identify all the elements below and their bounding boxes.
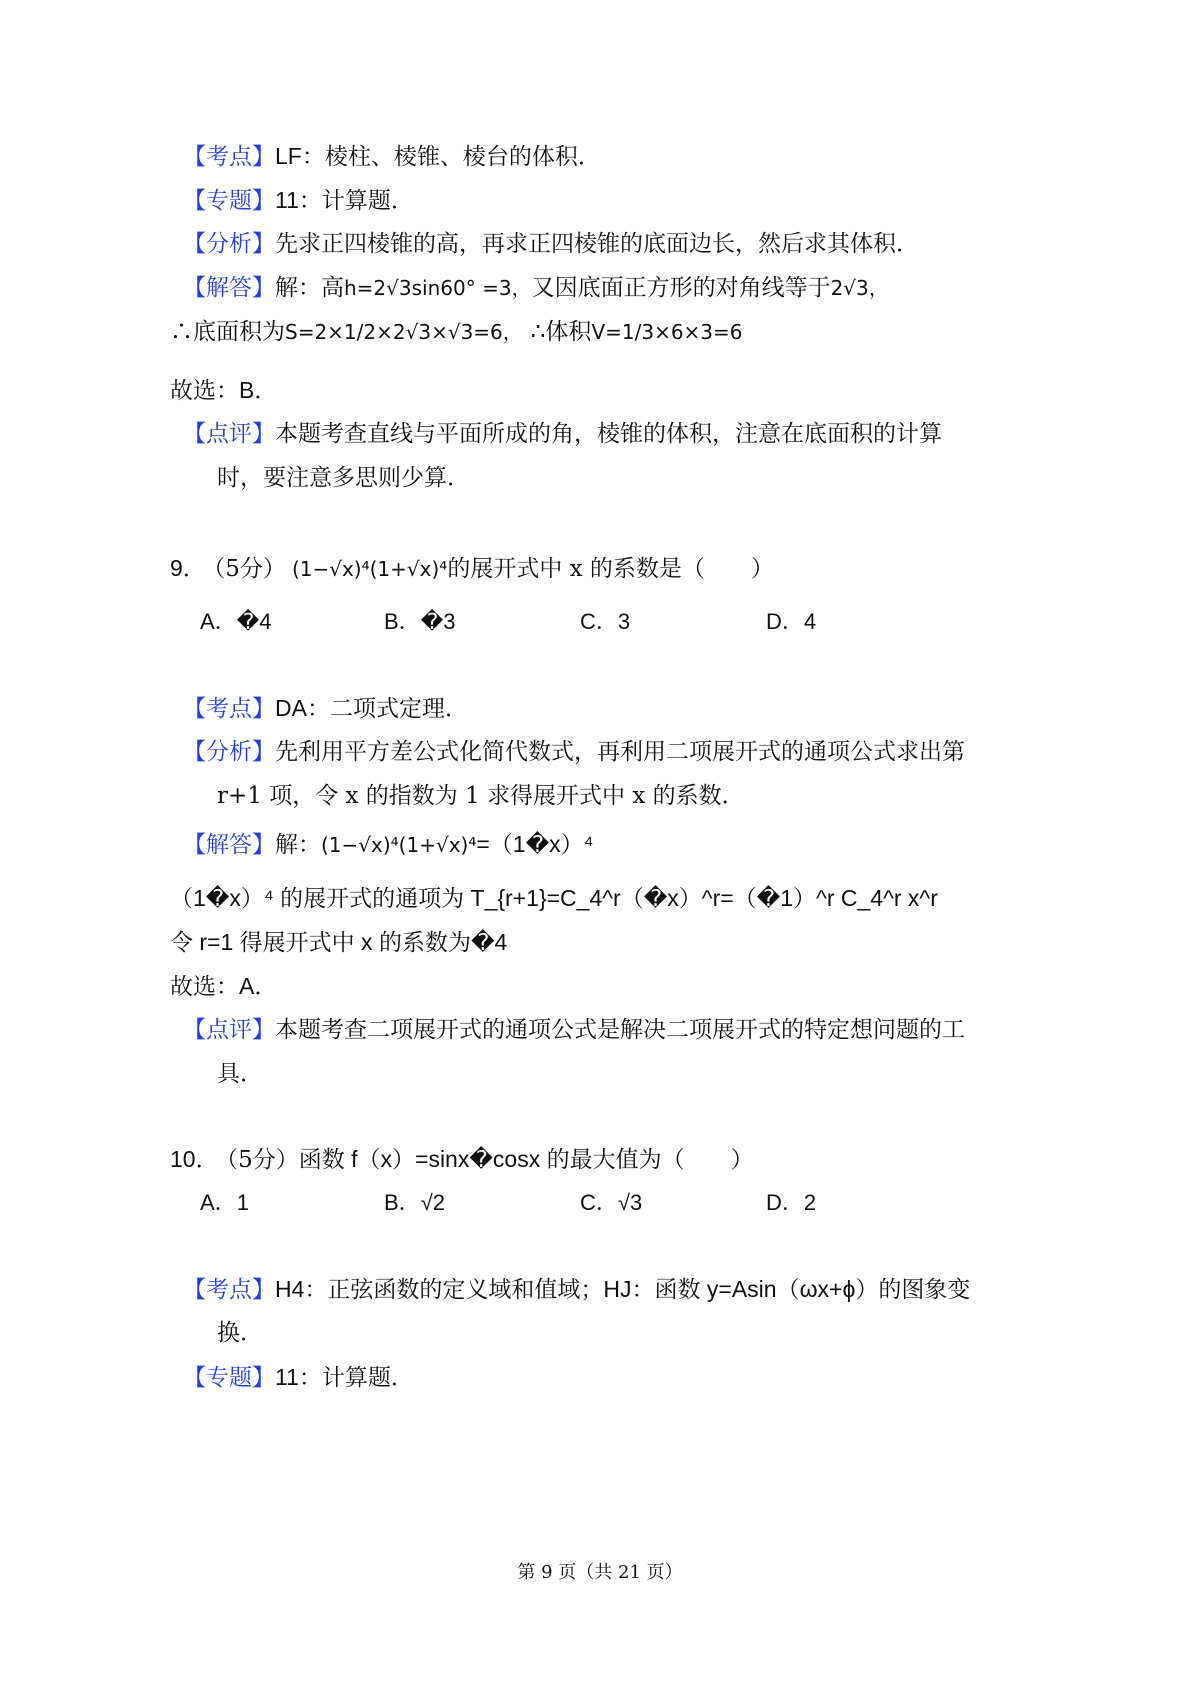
- q8-vol-math: V=1/3×6×3=6: [591, 320, 743, 344]
- q8-area-math: S=2×1/2×2√3×√3=6，: [285, 320, 523, 344]
- q9-option-b-label: B．: [384, 609, 421, 634]
- q8-zhuanti-line: [183, 184, 414, 217]
- q8-jieda-math1: h=2√3sin60° =3，: [344, 276, 532, 300]
- kaodian-tag: 【考点】: [183, 1277, 275, 1303]
- q9-stem: [170, 552, 774, 585]
- q9-choice: [170, 970, 277, 1002]
- page-number: 第 9 页（共 21 页）: [517, 1562, 683, 1583]
- q9-choice-text: 故选：A．: [170, 973, 278, 999]
- q9-option-a-label: A．: [200, 609, 237, 634]
- q9-dianping-line-2: [217, 1058, 263, 1090]
- dianping-tag: 【点评】: [183, 421, 275, 447]
- q9-fenxi-text-1: 先利用平方差公式化简代数式，再利用二项展开式的通项公式求出第: [275, 739, 965, 765]
- q10-option-a-label: A．: [200, 1190, 237, 1215]
- q9-option-b-value: �3: [420, 609, 456, 634]
- q8-jieda-mid: 又因底面正方形的对角线等于: [531, 275, 831, 301]
- q8-vol-prefix: ∴体积: [530, 319, 592, 345]
- q9-dianping-line: [183, 1014, 965, 1046]
- q10-kaodian-line: [183, 1273, 970, 1306]
- q9-expr: (1−√x)⁴(1+√x)⁴: [291, 557, 448, 581]
- q9-dianping-text-1: 本题考查二项展开式的通项公式是解决二项展开式的特定想问题的工: [275, 1017, 965, 1043]
- q8-zhuanti-text: 11：计算题．: [275, 187, 414, 213]
- q8-kaodian-line: [183, 140, 601, 173]
- q9-term-text: （1�x）⁴ 的展开式的通项为 T_{r+1}=C_4^r（�x）^r=（�1）^r C_4^r x^r: [170, 885, 938, 911]
- q9-option-d-label: D．: [766, 609, 804, 634]
- q10-option-d-label: D．: [766, 1190, 804, 1215]
- kaodian-tag: 【考点】: [183, 696, 275, 722]
- q9-option-d: [766, 606, 816, 638]
- q10-zhuanti-text: 11：计算题．: [275, 1364, 414, 1390]
- q10-kaodian-text-2: 换．: [217, 1320, 263, 1346]
- q8-jieda-line: [183, 272, 889, 304]
- q8-dianping-text-1: 本题考查直线与平面所成的角，棱锥的体积，注意在底面积的计算: [275, 421, 942, 447]
- q9-stem-text: 的展开式中 x 的系数是（ ）: [447, 556, 774, 582]
- fenxi-tag: 【分析】: [183, 231, 275, 257]
- q8-fenxi-text: 先求正四棱锥的高，再求正四棱锥的底面边长，然后求其体积．: [275, 231, 919, 257]
- q9-option-a-value: �4: [236, 609, 272, 634]
- q10-option-b-value: √2: [420, 1190, 445, 1215]
- kaodian-tag: 【考点】: [183, 144, 275, 170]
- q9-r-line: [170, 926, 507, 958]
- jieda-tag: 【解答】: [183, 275, 275, 301]
- q9-kaodian-text: DA：二项式定理．: [275, 695, 468, 721]
- q9-option-c-label: C．: [580, 609, 618, 634]
- q8-dianping-text-2: 时，要注意多思则少算．: [217, 465, 470, 491]
- q9-jieda-line: [183, 828, 594, 861]
- q8-dianping-line: [183, 418, 942, 450]
- q9-option-b: [384, 606, 455, 638]
- fenxi-tag: 【分析】: [183, 739, 275, 765]
- q9-fenxi-text-2: r+1 项，令 x 的指数为 1 求得展开式中 x 的系数．: [217, 783, 745, 809]
- q9-r-text: 令 r=1 得展开式中 x 的系数为�4: [170, 929, 508, 955]
- zhuanti-tag: 【专题】: [183, 188, 275, 214]
- q10-option-a-value: 1: [236, 1190, 249, 1215]
- q9-number: 9．: [170, 555, 206, 581]
- q9-jieda-rhs: =（1�x）⁴: [476, 831, 594, 857]
- q10-option-b-label: B．: [384, 1190, 421, 1215]
- jieda-tag: 【解答】: [183, 832, 275, 858]
- q9-kaodian-line: [183, 692, 468, 725]
- q10-kaodian-line-2: [217, 1317, 263, 1349]
- q9-jieda-prefix: 解：: [275, 832, 321, 858]
- q10-option-a: [200, 1187, 249, 1219]
- q9-option-c: [580, 606, 630, 638]
- q10-option-b: [384, 1187, 445, 1219]
- q8-jieda-math2: 2√3，: [830, 276, 889, 300]
- q8-fenxi-line: [183, 228, 919, 260]
- q10-option-c-value: √3: [617, 1190, 643, 1215]
- q10-option-d-value: 2: [803, 1190, 817, 1215]
- q10-option-d: [766, 1187, 816, 1219]
- q9-option-c-value: 3: [617, 609, 631, 634]
- page-footer: [0, 1558, 1200, 1584]
- q10-number: 10．: [170, 1146, 219, 1172]
- q10-option-c: [580, 1187, 642, 1219]
- q9-option-d-value: 4: [803, 609, 817, 634]
- q8-dianping-line-2: [217, 462, 470, 494]
- q9-dianping-text-2: 具．: [217, 1061, 263, 1087]
- q9-fenxi-line: [183, 736, 965, 768]
- q10-score: （5分）: [226, 1147, 299, 1173]
- q8-area-line: [170, 316, 743, 348]
- q9-score: （5分）: [213, 556, 286, 582]
- q9-option-a: [200, 606, 271, 638]
- q9-jieda-expr: (1−√x)⁴(1+√x)⁴: [321, 833, 477, 857]
- q9-term-line: [170, 882, 938, 914]
- q9-fenxi-line-2: [217, 780, 745, 812]
- q10-kaodian-text-1: H4：正弦函数的定义域和值域；HJ：函数 y=Asin（ωx+ϕ）的图象变: [275, 1276, 971, 1302]
- q8-area-prefix: ∴底面积为: [170, 319, 285, 345]
- zhuanti-tag: 【专题】: [183, 1365, 275, 1391]
- q8-choice: [170, 374, 277, 407]
- q10-stem-text: 函数 f（x）=sinx�cosx 的最大值为（ ）: [298, 1146, 754, 1172]
- q10-zhuanti-line: [183, 1361, 414, 1394]
- q8-choice-text: 故选：B．: [170, 377, 278, 403]
- q10-option-c-label: C．: [580, 1190, 618, 1215]
- dianping-tag: 【点评】: [183, 1017, 275, 1043]
- q8-jieda-prefix: 解：高: [275, 275, 344, 301]
- q8-kaodian-text: LF：棱柱、棱锥、棱台的体积．: [275, 143, 601, 169]
- q10-stem: [170, 1143, 754, 1176]
